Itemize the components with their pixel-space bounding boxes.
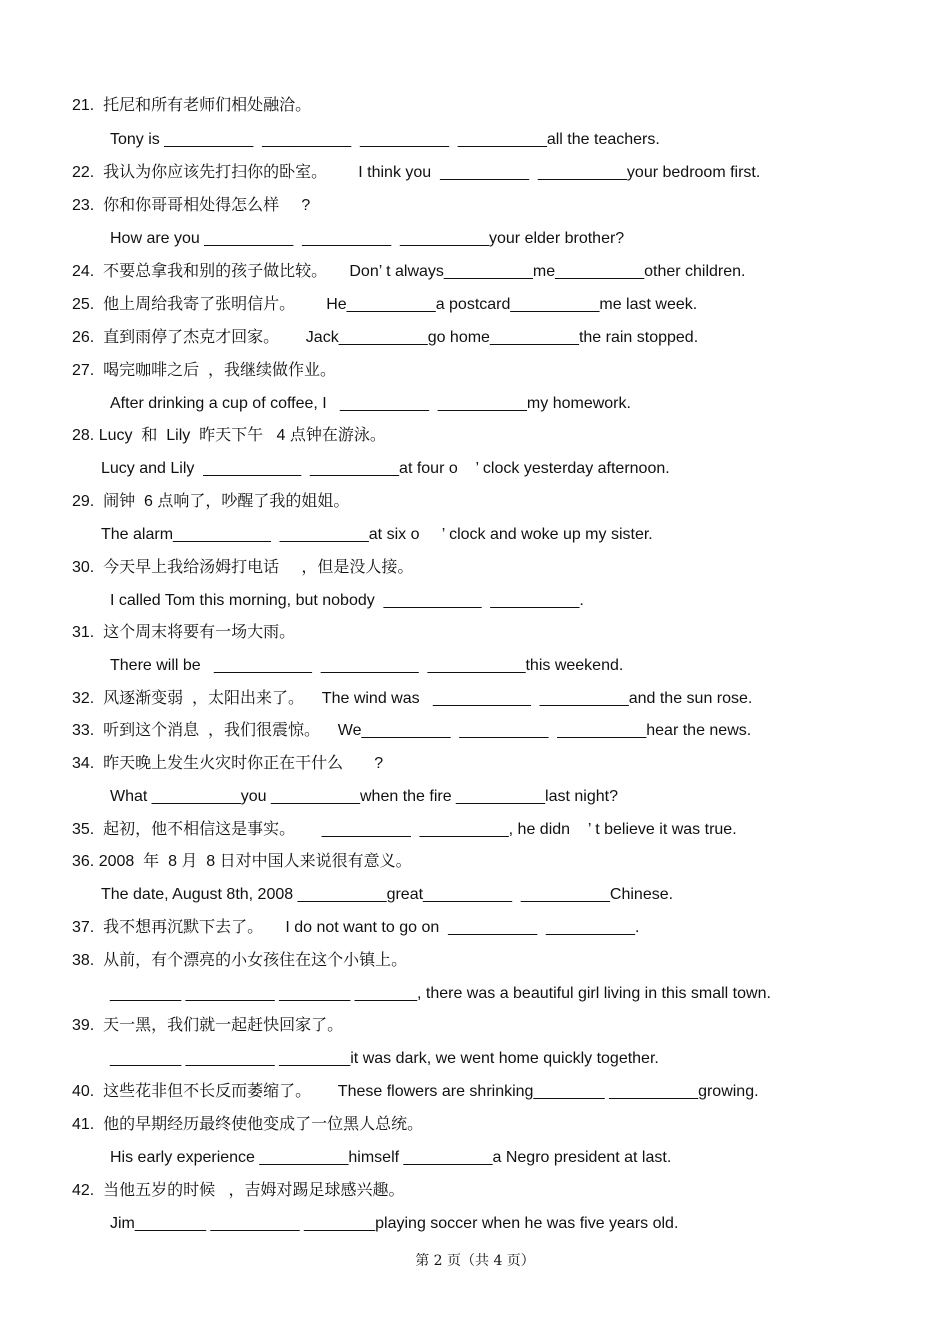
question-34-answer: What __________you __________when the fire __________last night? — [110, 788, 618, 805]
question-41-answer: His early experience __________himself __________a Negro president at last. — [110, 1149, 672, 1166]
question-35: 35. 起初，他不相信这是事实。 __________ __________, he didn ’ t believe it was true. — [72, 821, 737, 838]
question-32: 32. 风逐渐变弱 ，太阳出来了。 The wind was ___________ __________and the sun rose. — [72, 690, 753, 707]
question-39-answer: ________ __________ ________it was dark, we went home quickly together. — [110, 1050, 659, 1067]
question-27-prompt: 27. 喝完咖啡之后 ，我继续做作业。 — [72, 362, 337, 379]
question-38-prompt: 38. 从前，有个漂亮的小女孩住在这个小镇上。 — [72, 952, 408, 969]
question-28-answer: Lucy and Lily ___________ __________at four o ’ clock yesterday afternoon. — [101, 460, 670, 477]
question-26: 26. 直到雨停了杰克才回家。 Jack__________go home__________the rain stopped. — [72, 329, 699, 346]
question-38-answer: ________ __________ ________ _______, there was a beautiful girl living in this small town. — [110, 985, 771, 1002]
question-30-prompt: 30. 今天早上我给汤姆打电话 ，但是没人接。 — [72, 559, 414, 576]
question-37: 37. 我不想再沉默下去了。 I do not want to go on __________ __________. — [72, 919, 640, 936]
question-27-answer: After drinking a cup of coffee, I __________ __________my homework. — [110, 395, 631, 412]
question-36-prompt: 36. 2008 年 8 月 8 日对中国人来说很有意义。 — [72, 853, 412, 870]
question-31-answer: There will be ___________ ___________ ___________this weekend. — [110, 657, 624, 674]
question-23-prompt: 23. 你和你哥哥相处得怎么样 ? — [72, 197, 311, 214]
question-23-answer: How are you __________ __________ __________your elder brother? — [110, 230, 625, 247]
question-39-prompt: 39. 天一黑，我们就一起赶快回家了。 — [72, 1017, 344, 1034]
question-24: 24. 不要总拿我和别的孩子做比较。 Don’ t always__________me__________other children. — [72, 263, 746, 280]
question-42-prompt: 42. 当他五岁的时候 ，吉姆对踢足球感兴趣。 — [72, 1182, 405, 1199]
question-40: 40. 这些花非但不长反而萎缩了。 These flowers are shrinking________ __________growing. — [72, 1083, 759, 1100]
question-28-prompt: 28. Lucy 和 Lily 昨天下午 4 点钟在游泳。 — [72, 427, 386, 444]
question-41-prompt: 41. 他的早期经历最终使他变成了一位黑人总统。 — [72, 1116, 424, 1133]
question-21-answer: Tony is __________ __________ __________ __________all the teachers. — [110, 131, 660, 148]
question-29-prompt: 29. 闹钟 6 点响了，吵醒了我的姐姐。 — [72, 493, 350, 510]
question-21-prompt: 21. 托尼和所有老师们相处融洽。 — [72, 97, 312, 114]
question-31-prompt: 31. 这个周末将要有一场大雨。 — [72, 624, 296, 641]
question-42-answer: Jim________ __________ ________playing soccer when he was five years old. — [110, 1215, 679, 1232]
question-25: 25. 他上周给我寄了张明信片。 He__________a postcard__________me last week. — [72, 296, 698, 313]
question-34-prompt: 34. 昨天晚上发生火灾时你正在干什么 ? — [72, 755, 384, 772]
question-30-answer: I called Tom this morning, but nobody ___________ __________. — [110, 592, 584, 609]
question-22: 22. 我认为你应该先打扫你的卧室。 I think you __________ __________your bedroom first. — [72, 164, 761, 181]
question-36-answer: The date, August 8th, 2008 __________great__________ __________Chinese. — [101, 886, 674, 903]
page-number-footer: 第 2 页（共 4 页） — [415, 1253, 535, 1269]
question-33: 33. 听到这个消息 ，我们很震惊。 We__________ __________ __________hear the news. — [72, 722, 752, 739]
question-29-answer: The alarm___________ __________at six o ’ clock and woke up my sister. — [101, 526, 653, 543]
